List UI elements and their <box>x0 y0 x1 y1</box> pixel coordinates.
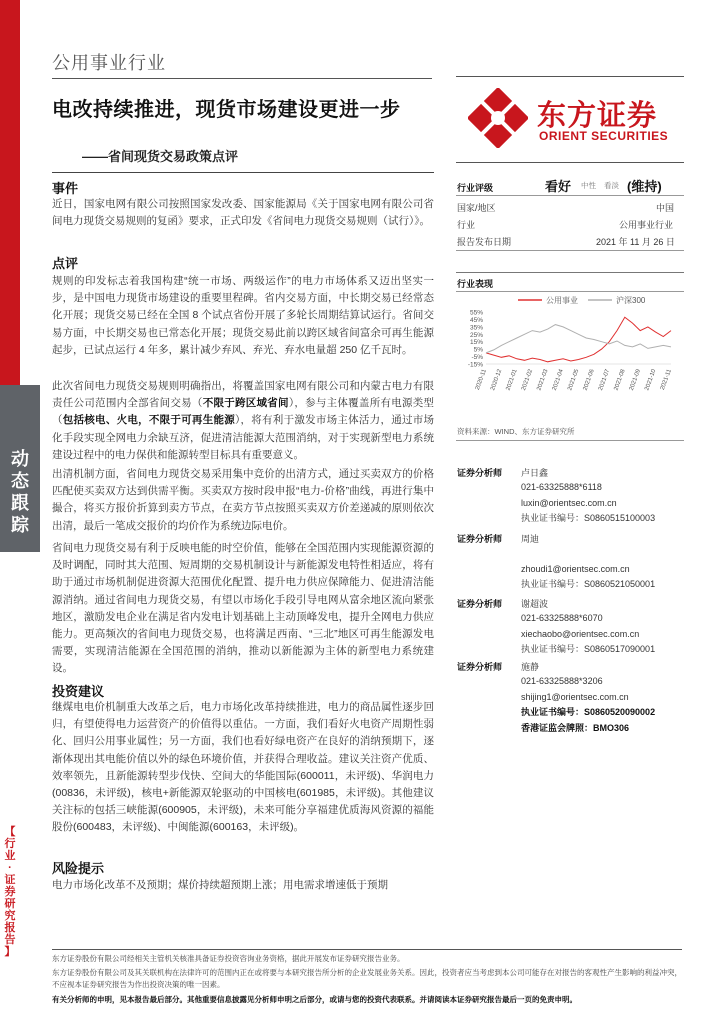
y-tick-label: -15% <box>467 361 483 369</box>
analyst-email: luxin@orientsec.com.cn <box>521 498 617 508</box>
x-tick-label: 2021-05 <box>567 368 581 392</box>
invest-paragraph: 继煤电电价机制重大改革之后，电力市场化改革持续推进，电力的商品属性逐步回归，有望使得电力运营资产的价值得以重估。一方面，我们看好火电资产周期性弱化、回归公用事业属性；另一方面，我们也看好绿电资产在良好的消纳预期下，逐渐体现出其电能价值以外的绿色环境价值，并获得合理收益。建议关注资产优质、效率领先，且新能源转型步伐快、空间大的华能国际(600011，未评级)、华润电力(00836，未评级)，核电+新能源双轮驱动的中国核电(601985，未评级)。其他建议关注标的包括三峡能源(600905，未评级)，未来可能分享福建优质海风资源的福能股份(600483，未评级)、中闽能源(600163，未评级)。 <box>52 701 434 834</box>
chart-source: 资料来源：WIND、东方证券研究所 <box>457 427 575 436</box>
x-tick-label: 2021-03 <box>536 368 550 392</box>
analyst-name: 谢超波 <box>521 599 549 609</box>
report-type-char: · <box>8 862 12 874</box>
analyst-name: 施静 <box>521 662 540 672</box>
rating-option-negative: 看淡 <box>604 181 619 190</box>
y-tick-label: 45% <box>469 316 483 324</box>
x-tick-label: 2021-11 <box>659 368 673 391</box>
analyst-cert: 执业证书编号：S0860517090001 <box>521 644 656 654</box>
subtitle-rule <box>52 172 434 173</box>
analyst-cert: 执业证书编号：S0860521050001 <box>521 579 656 589</box>
comment-paragraph-3: 出清机制方面，省间电力现货交易采用集中竞价的出清方式，通过买卖双方的价格匹配使买卖双方达到供需平衡。买卖双方按时段申报“电力-价格”曲线，再进行集中撮合，将买方报价折算到卖方节点，在卖方节点按照买卖双方价差递减的原则依次出清，最后一笔成交报价的均价作为系统边际电价。 <box>52 468 434 532</box>
report-type-char: 证 <box>4 874 16 886</box>
analyst-role: 证券分析师 <box>457 599 503 609</box>
chart-rule-bottom <box>456 440 684 441</box>
report-type-char: 】 <box>4 946 16 958</box>
logo-rule-bottom <box>456 162 684 163</box>
section-risk-title: 风险提示 <box>52 861 105 876</box>
y-tick-label: 15% <box>469 339 483 347</box>
section-comment-title: 点评 <box>52 256 79 271</box>
analyst-name: 周迪 <box>521 534 540 544</box>
analyst-role: 证券分析师 <box>457 662 503 672</box>
rating-option-neutral: 中性 <box>581 181 596 190</box>
x-tick-label: 2021-01 <box>505 368 519 392</box>
report-type-vertical <box>0 826 20 958</box>
x-tick-label: 2020-12 <box>490 368 504 392</box>
footer-disclaimer-2: 东方证券股份有限公司及其关联机构在法律许可的范围内正在或将要与本研究报告所分析的企业发展业务关系。因此，投资者应当考虑到本公司可能存在对报告的客观性产生影响的利益冲突，不应视本证券研究报告为作出投资决策的唯一因素。 <box>52 968 682 989</box>
x-tick-label: 2020-11 <box>474 368 488 391</box>
rating-label: 行业评级 <box>457 183 494 193</box>
analyst-email: xiechaobo@orientsec.com.cn <box>521 629 640 639</box>
report-type-char: 究 <box>4 910 16 922</box>
y-tick-label: 35% <box>469 324 483 332</box>
analyst-phone: 021-63325888*6070 <box>521 613 603 623</box>
date-value: 2021 年 11 月 26 日 <box>596 237 675 247</box>
comment-paragraph-4: 省间电力现货交易有利于反映电能的时空价值，能够在全国范围内实现能源资源的及时调配，同时其大范围、短周期的交易机制设计与新能源发电特性相适应，将有助于通过市场机制促进资源大范围优化配置、提升电力供应保障能力、促进清洁能源消纳。通过省间电力现货交易，有望以市场化手段引导电网从富余地区流向紧张地区，激励发电企业在满足省内发电计划基础上主动顶峰发电，提升全网电力供应能力。更高频次的省间电力现货交易，也将满足西南、“三北”地区可再生能源发电需要，实现清洁能源在全国范围的消纳，推动以新能源为主体的新型电力系统建设。 <box>52 542 434 675</box>
chart-rule-top <box>456 272 684 273</box>
y-tick-label: 25% <box>469 331 483 339</box>
dynamic-tracking-label: 动 态 跟 踪 <box>11 449 29 535</box>
analyst-role: 证券分析师 <box>457 534 503 544</box>
y-tick-label: 55% <box>469 309 483 317</box>
x-tick-label: 2021-09 <box>628 368 643 392</box>
report-type-char: 报 <box>4 922 16 934</box>
x-tick-label: 2021-08 <box>613 368 627 392</box>
logo-cn: 东方证券 <box>537 100 658 132</box>
report-type-char: 研 <box>4 898 16 910</box>
country-value: 中国 <box>656 203 675 213</box>
rating-rule <box>456 195 684 196</box>
industry-performance-chart <box>456 294 684 416</box>
event-paragraph: 近日，国家电网有限公司按照国家发改委、国家能源局《关于国家电网有限公司省间电力现货交易规则的复函》要求，正式印发《省间电力现货交易规则（试行）》。 <box>52 198 434 228</box>
report-type-char: 券 <box>4 886 16 898</box>
chart-title: 行业表现 <box>457 279 494 289</box>
footer-rule <box>52 949 682 950</box>
chart-rule-title <box>456 291 684 292</box>
analyst-cert: 执业证书编号：S0860520090002 <box>521 707 656 717</box>
rating-keep: (维持) <box>627 179 662 194</box>
industry-label-right: 行业 <box>457 220 476 230</box>
logo-en: ORIENT SECURITIES <box>539 129 669 143</box>
analyst-cert: 执业证书编号：S0860515100003 <box>521 513 656 523</box>
analyst-role: 证券分析师 <box>457 468 503 478</box>
legend-label: 沪深300 <box>616 296 646 305</box>
logo-rule-top <box>456 76 684 77</box>
y-tick-label: -5% <box>471 354 483 362</box>
analyst-phone: 021-63325888*6118 <box>521 482 602 492</box>
date-label: 报告发布日期 <box>457 237 512 247</box>
comment-paragraph-2: 此次省间电力现货交易规则明确指出，将覆盖国家电网有限公司和内蒙古电力有限责任公司范围内全部省间交易（不限于跨区域省间），参与主体覆盖所有电源类型（包括核电、火电，不限于可再生能源），将有利于激发市场主体活力，通过市场化手段实现全网电力余缺互济，促进清洁能源大范围消纳，对于实现新型电力系统建设过程中的电力保供和能源转型目标具有重要意义。 <box>52 380 435 461</box>
header-rule <box>52 78 432 79</box>
comment-paragraph-1: 规则的印发标志着我国构建“统一市场、两级运作”的电力市场体系又迈出坚实一步，是中国电力现货市场建设的重要里程碑。省内交易方面，中长期交易已经常态化开展；现货交易已经在全国 8 个试点省份开展了多轮长周期结算试运行。省间交易方面，中长期交易也已常态化开展；现货交易此前以跨区域省间富余可再生能源起步，已试点运行 4 年多，累计减少弃风、弃光、弃水电量超 250 亿千瓦时。 <box>52 275 434 356</box>
risk-paragraph: 电力市场化改革不及预期；煤价持续超预期上涨；用电需求增速低于预期 <box>52 879 388 891</box>
x-tick-label: 2021-10 <box>644 368 658 392</box>
legend-label: 公用事业 <box>546 296 578 305</box>
date-rule <box>456 250 684 251</box>
section-event-title: 事件 <box>52 181 79 196</box>
x-tick-label: 2021-02 <box>520 368 535 392</box>
left-red-bar-top <box>0 0 20 385</box>
footer-disclaimer-3: 有关分析师的申明，见本报告最后部分。其他重要信息披露见分析师申明之后部分，或请与您的投资代表联系。并请阅读本证券研究报告最后一页的免责申明。 <box>52 995 577 1004</box>
report-subtitle: ——省间现货交易政策点评 <box>82 149 239 164</box>
report-type-char: 行 <box>4 838 16 850</box>
country-label: 国家/地区 <box>457 203 496 213</box>
report-title: 电改持续推进，现货市场建设更进一步 <box>52 99 401 121</box>
analyst-name: 卢日鑫 <box>521 468 549 478</box>
x-tick-label: 2021-04 <box>551 368 565 392</box>
analyst-phone: 021-63325888*3206 <box>521 676 603 686</box>
rating-value: 看好 <box>545 179 572 194</box>
x-tick-label: 2021-06 <box>582 368 596 392</box>
industry-label: 公用事业行业 <box>52 53 166 73</box>
footer-disclaimer-1: 东方证券股份有限公司经相关主管机关核准具备证券投资咨询业务资格，据此开展发布证券研究报告业务。 <box>52 954 405 963</box>
section-invest-title: 投资建议 <box>52 684 105 699</box>
industry-value-right: 公用事业行业 <box>619 220 674 230</box>
orient-logo-icon <box>468 88 528 148</box>
report-type-char: 业 <box>4 850 16 862</box>
x-tick-label: 2021-07 <box>598 368 612 392</box>
analyst-hk-license: 香港证监会牌照：BMO306 <box>521 723 630 733</box>
analyst-email: zhoudi1@orientsec.com.cn <box>521 564 630 574</box>
y-tick-label: 5% <box>473 346 483 354</box>
report-type-char: 告 <box>4 934 16 946</box>
analyst-email: shijing1@orientsec.com.cn <box>521 692 629 702</box>
report-type-char: 【 <box>4 826 16 838</box>
